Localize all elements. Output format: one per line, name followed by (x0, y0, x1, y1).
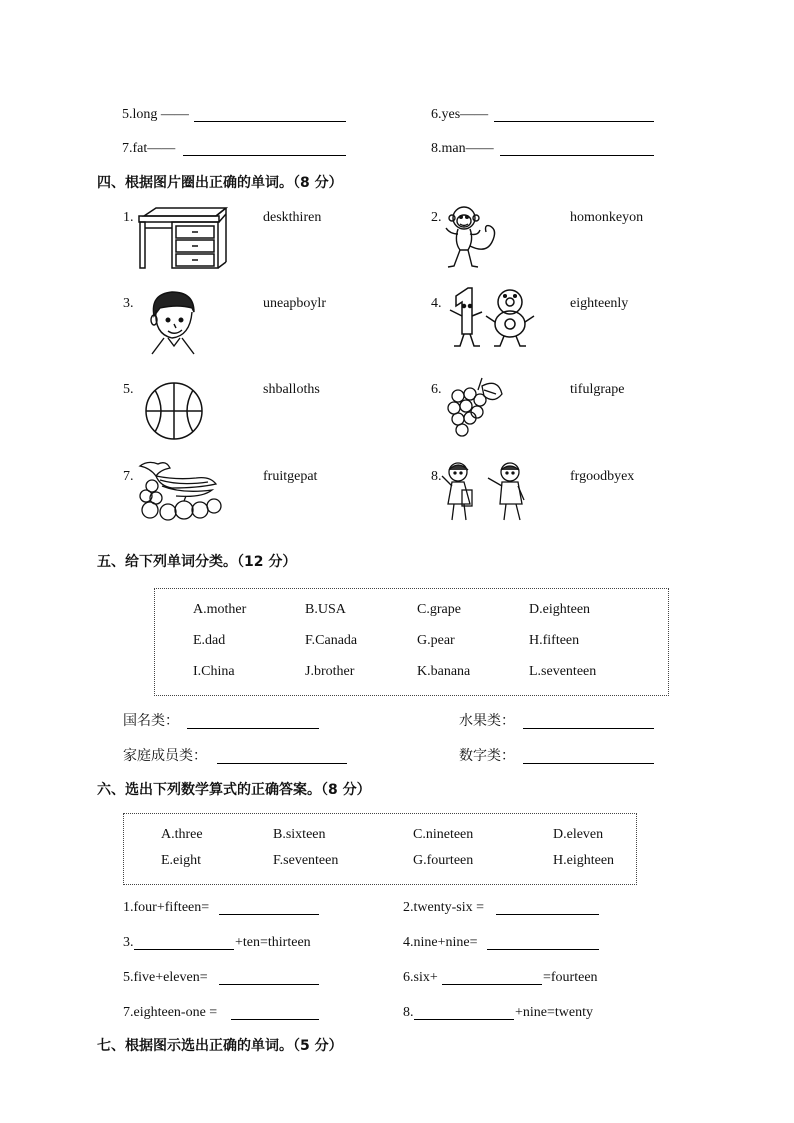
equation-2-text: 2.twenty-six = (403, 900, 484, 915)
section6-title: 六、选出下列数学算式的正确答案。（8 分） (97, 782, 371, 798)
equation-2-blank[interactable] (496, 914, 599, 915)
item8-letters[interactable]: frgoodbyex (570, 469, 635, 484)
equation-4-text: 4.nine+nine= (403, 935, 478, 950)
equation-7-blank[interactable] (231, 1019, 319, 1020)
section4-title: 四、根据图片圈出正确的单词。（8 分） (97, 175, 343, 191)
equation-5-blank[interactable] (219, 984, 319, 985)
item5-number: 5. (123, 382, 134, 397)
word-item: L.seventeen (529, 664, 597, 679)
equation-7-text: 7.eighteen-one = (123, 1005, 218, 1020)
category-family-label: 家庭成员类： (123, 748, 207, 764)
equation-8-blank[interactable] (414, 1019, 514, 1020)
item4-letters[interactable]: eighteenly (570, 296, 629, 311)
equation-1-text: 1.four+fifteen= (123, 900, 210, 915)
option-box (123, 813, 637, 885)
word-item: C.grape (417, 602, 461, 617)
item3-number: 3. (123, 296, 134, 311)
item7-number: 7. (123, 469, 134, 484)
grape-icon (444, 376, 506, 440)
item7-letters[interactable]: fruitgepat (263, 469, 318, 484)
item6-number: 6. (431, 382, 442, 397)
item4-number: 4. (431, 296, 442, 311)
antonym-8-label: 8.man—— (431, 141, 494, 156)
option-item: C.nineteen (413, 827, 474, 842)
equation-5-text: 5.five+eleven= (123, 970, 208, 985)
category-fruit-label: 水果类： (459, 713, 515, 729)
category-country-blank[interactable] (187, 728, 319, 729)
antonym-7-label: 7.fat—— (122, 141, 176, 156)
option-item: E.eight (161, 853, 202, 868)
word-item: H.fifteen (529, 633, 580, 648)
category-country-label: 国名类： (123, 713, 179, 729)
section5-title: 五、给下列单词分类。（12 分） (97, 554, 297, 570)
word-item: G.pear (417, 633, 455, 648)
word-item: B.USA (305, 602, 346, 617)
antonym-7-blank[interactable] (183, 155, 346, 156)
item1-letters[interactable]: deskthiren (263, 210, 322, 225)
desk-icon (136, 206, 228, 270)
item6-letters[interactable]: tifulgrape (570, 382, 625, 397)
option-item: G.fourteen (413, 853, 474, 868)
word-item: K.banana (417, 664, 471, 679)
ball-icon (143, 380, 205, 442)
option-item: D.eleven (553, 827, 604, 842)
category-number-label: 数字类： (459, 748, 515, 764)
equation-8-text: +nine=twenty (515, 1005, 593, 1020)
item5-letters[interactable]: shballoths (263, 382, 320, 397)
antonym-6-label: 6.yes—— (431, 107, 489, 122)
option-item: H.eighteen (553, 853, 615, 868)
equation-3-blank[interactable] (134, 949, 234, 950)
boy-icon (148, 290, 200, 356)
section7-title: 七、根据图示选出正确的单词。（5 分） (97, 1038, 343, 1054)
equation-3-number: 3. (123, 935, 134, 950)
option-item: F.seventeen (273, 853, 339, 868)
monkey-icon (442, 204, 504, 270)
word-item: I.China (193, 664, 235, 679)
item3-letters[interactable]: uneapboylr (263, 296, 326, 311)
antonym-6-blank[interactable] (494, 121, 654, 122)
equation-6-blank[interactable] (442, 984, 542, 985)
antonym-5-label: 5.long —— (122, 107, 189, 122)
word-item: A.mother (193, 602, 247, 617)
option-item: B.sixteen (273, 827, 326, 842)
item8-number: 8. (431, 469, 442, 484)
fruit-icon (136, 460, 224, 524)
option-item: A.three (161, 827, 203, 842)
category-family-blank[interactable] (217, 763, 347, 764)
word-item: J.brother (305, 664, 355, 679)
category-number-blank[interactable] (523, 763, 654, 764)
antonym-8-blank[interactable] (500, 155, 654, 156)
antonym-5-blank[interactable] (194, 121, 346, 122)
word-box (154, 588, 669, 696)
equation-8-number: 8. (403, 1005, 414, 1020)
equation-3-text: +ten=thirteen (235, 935, 311, 950)
equation-1-blank[interactable] (219, 914, 319, 915)
word-item: F.Canada (305, 633, 358, 648)
word-item: D.eighteen (529, 602, 591, 617)
number-eighteen-icon (444, 286, 540, 350)
item2-number: 2. (431, 210, 442, 225)
category-fruit-blank[interactable] (523, 728, 654, 729)
equation-6-number: 6.six+ (403, 970, 438, 985)
item2-letters[interactable]: homonkeyon (570, 210, 644, 225)
word-item: E.dad (193, 633, 226, 648)
item1-number: 1. (123, 210, 134, 225)
equation-4-blank[interactable] (487, 949, 599, 950)
equation-6-text: =fourteen (543, 970, 598, 985)
goodbye-icon (440, 460, 532, 524)
